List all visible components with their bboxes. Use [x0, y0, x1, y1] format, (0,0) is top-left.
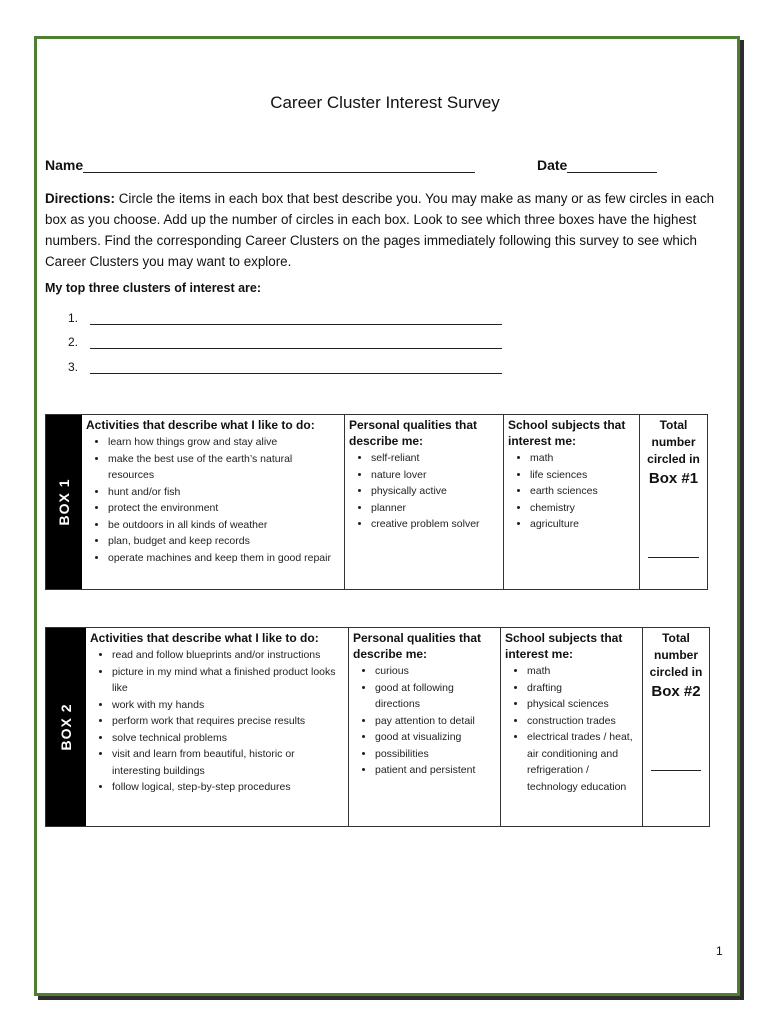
subject-item: • math [527, 663, 638, 680]
quality-item: • patient and persistent [375, 762, 496, 779]
total-blank [648, 557, 699, 558]
top3-number: 2. [68, 335, 79, 349]
name-label: Name [45, 157, 84, 173]
top3-label: My top three clusters of interest are: [45, 281, 262, 295]
total-column [642, 628, 709, 826]
activities-header: Activities that describe what I like to do: [86, 418, 315, 432]
activities-header: Activities that describe what I like to do: [90, 631, 319, 645]
activity-item: • picture in my mind what a finished product looks like [112, 664, 344, 697]
quality-item: • good at visualizing [375, 729, 496, 746]
top3-item [68, 360, 502, 374]
activity-item: • perform work that requires precise results [112, 713, 344, 730]
date-field [537, 157, 657, 173]
activity-item: • follow logical, step-by-step procedures [112, 779, 344, 796]
quality-item: • self-reliant [371, 450, 499, 467]
total-blank [651, 770, 701, 771]
top3-number: 3. [68, 360, 79, 374]
activity-item: • protect the environment [108, 500, 340, 517]
total-label: Total [662, 631, 690, 645]
name-field [45, 157, 475, 173]
quality-item: • planner [371, 500, 499, 517]
qualities-header: Personal qualities that describe me: [349, 418, 478, 448]
total-label: number [653, 648, 698, 662]
subject-item: • electrical trades / heat, air conditioning and refrigeration / technology education [527, 729, 638, 795]
activity-item: • be outdoors in all kinds of weather [108, 517, 340, 534]
activities-column [82, 415, 344, 589]
quality-item: • curious [375, 663, 496, 680]
activity-item: • plan, budget and keep records [108, 533, 340, 550]
qualities-header: Personal qualities that describe me: [353, 631, 482, 661]
top3-blank [90, 336, 502, 349]
top3-blank [90, 312, 502, 325]
total-box-number: Box #2 [651, 683, 701, 700]
subjects-header: School subjects that interest me: [508, 418, 626, 448]
total-box-number: Box #1 [648, 470, 699, 487]
directions-text: Circle the items in each box that best describe you. You may make as many or as few circles in each box as you choose. Add up the number of circles in each box. Look to see which three boxes have the highest numbers. Find the corresponding Career Clusters on the pages immediately following this survey to see which Career Clusters you may want to explore. [45, 191, 715, 269]
quality-item: • possibilities [375, 746, 496, 763]
top3-blank [90, 361, 502, 374]
interest-box-2 [45, 627, 710, 827]
activity-item: • make the best use of the earth’s natural resources [108, 451, 340, 484]
subject-item: • drafting [527, 680, 638, 697]
quality-item: • good at following directions [375, 680, 496, 713]
subjects-column [500, 628, 642, 826]
qualities-column [348, 628, 500, 826]
activity-item: • hunt and/or fish [108, 484, 340, 501]
activities-column [86, 628, 348, 826]
date-blank [567, 159, 657, 173]
total-label: circled in [647, 452, 700, 466]
subjects-header: School subjects that interest me: [505, 631, 623, 661]
subject-item: • construction trades [527, 713, 638, 730]
page-title: Career Cluster Interest Survey [270, 93, 500, 112]
name-blank [83, 159, 475, 173]
box-label: BOX 1 [46, 415, 82, 589]
qualities-column [344, 415, 503, 589]
directions-label: Directions: [45, 191, 115, 206]
total-column [639, 415, 707, 589]
date-label: Date [537, 157, 568, 173]
subject-item: • earth sciences [530, 483, 635, 500]
interest-box-1 [45, 414, 708, 590]
subjects-column [503, 415, 639, 589]
quality-item: • pay attention to detail [375, 713, 496, 730]
activity-item: • read and follow blueprints and/or instructions [112, 647, 344, 664]
top3-item [68, 335, 502, 349]
total-label: number [651, 435, 696, 449]
quality-item: • physically active [371, 483, 499, 500]
activity-item: • solve technical problems [112, 730, 344, 747]
total-label: circled in [649, 665, 703, 679]
top3-item [68, 311, 502, 325]
activity-item: • learn how things grow and stay alive [108, 434, 340, 451]
activity-item: • work with my hands [112, 697, 344, 714]
activity-item: • operate machines and keep them in good repair [108, 550, 340, 567]
top3-number: 1. [68, 311, 79, 325]
directions [45, 188, 721, 272]
subject-item: • chemistry [530, 500, 635, 517]
subject-item: • math [530, 450, 635, 467]
subject-item: • life sciences [530, 467, 635, 484]
total-label: Total [659, 418, 688, 432]
subject-item: • physical sciences [527, 696, 638, 713]
activity-item: • visit and learn from beautiful, historic or interesting buildings [112, 746, 344, 779]
box-label: BOX 2 [46, 628, 86, 826]
subject-item: • agriculture [530, 516, 635, 533]
quality-item: • creative problem solver [371, 516, 499, 533]
quality-item: • nature lover [371, 467, 499, 484]
page-number: 1 [716, 944, 723, 958]
